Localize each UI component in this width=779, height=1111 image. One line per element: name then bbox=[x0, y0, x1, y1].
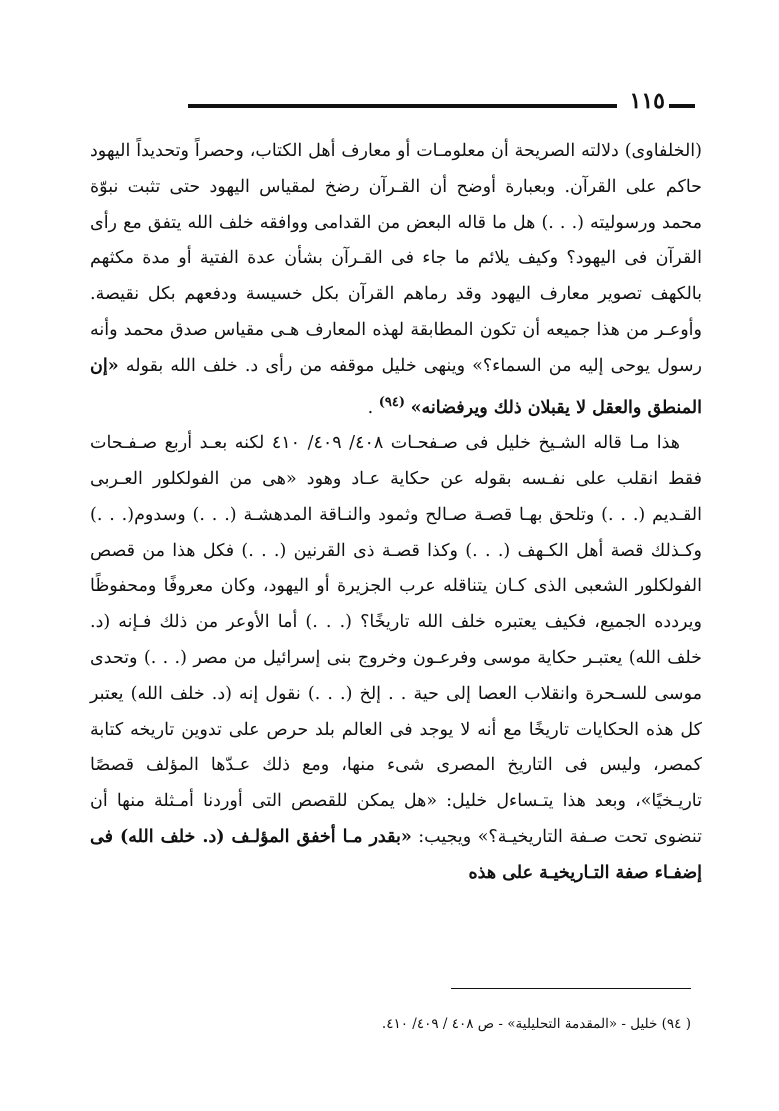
header-rule-short bbox=[669, 104, 695, 108]
body-text bbox=[90, 134, 702, 892]
page-header bbox=[100, 88, 695, 124]
footnote-reference: (٩٤) bbox=[378, 394, 406, 410]
paragraph-2-text: هذا مـا قاله الشـيخ خليل فى صـفحـات ٤٠٨/ ٤٠٩/ ٤١٠ لكنه بعـد أربع صـفـحات فقط انقلب على نفـسه بقوله عن حكاية عـاد وهود «هى من الفولكلور العـربى القـديم (. . .) وتلحق بهـا قصـة صـالح وثمود والنـاقة المدهشـة (. . .) وسدوم(. . .) وكـذلك قصة أهل الكـهف (. . .) وكذا قصـة ذى القرنين (. . .) فكل هذا من قصص الفولكلور الشعبى الذى كـان يتناقله عرب الجزيرة أو اليهود، وكان معروفًا ومحفوظًا ويردده الجميع، فكيف يعتبره خلف الله تاريخًا؟ (. . .) أما الأوعر من ذلك فـإنه (د. خلف الله) يعتبـر حكاية موسى وفرعـون وخروج بنى إسرائيل من مصر (. . .) وتحدى موسى للسـحرة وانقلاب العصا إلى حية . . إلخ (. . .) نقول إنه (د. خلف الله) يعتبر كل هذه الحكايات تاريخًا مع أنه لا يوجد فى العالم بلد حرص على تدوين تاريخه كتابة كمصر، وليس فى التاريخ المصرى شىء منها، ومع ذلك عـدّها المؤلف قصصًا تاريـخيًا»، وبعد هذا يتـساءل خليل: «هل يمكن للقصص التى أوردنا أمـثلة منها أن تنضوى تحت صـفة التاريخيـة؟» ويجيب: bbox=[90, 433, 702, 847]
header-rule bbox=[188, 104, 617, 108]
footnote-divider bbox=[451, 988, 691, 989]
bold-continuation: «بقدر مـا أخفق المؤلـف (د. خلف الله) فى إضفـاء صفة التـاريخيـة على هذه bbox=[90, 826, 702, 883]
page-number: ١١٥ bbox=[629, 88, 665, 114]
paragraph-2 bbox=[90, 426, 702, 891]
footnote: ( ٩٤) خليل - «المقدمة التحليلية» - ص ٤٠٨ / ٤٠٩/ ٤١٠. bbox=[381, 1016, 691, 1032]
paragraph-1 bbox=[90, 134, 702, 426]
bold-quote: «إن المنطق والعقل لا يقبلان ذلك ويرفضانه» bbox=[90, 355, 702, 418]
paragraph-1-end: . bbox=[367, 397, 379, 418]
paragraph-1-text: (الخلفاوى) دلالته الصريحة أن معلومـات أو معارف أهل الكتاب، وحصراً وتحديداً اليهود حاكم على القرآن. وبعبارة أوضح أن القـرآن رضخ لمقياس اليهود حتى تثبت نبوّة محمد ورسوليته (. . .) هل ما قاله البعض من القدامى ووافقه خلف الله يتفق مع رأى القرآن فى اليهود؟ وكيف يلائم ما جاء فى القـرآن بشأن عدة الفتية أو مدة مكثهم بالكهف تصوير معارف اليهود وقد رماهم القرآن بكل خسيسة ودفعهم بكل نقيصة. وأوعـر من هذا جميعه أن تكون المطابقة لهذه المعارف هـى مقياس صدق محمد وأنه رسول يوحى إليه من السماء؟» وينهى خليل موقفه من رأى د. خلف الله بقوله bbox=[90, 141, 702, 376]
